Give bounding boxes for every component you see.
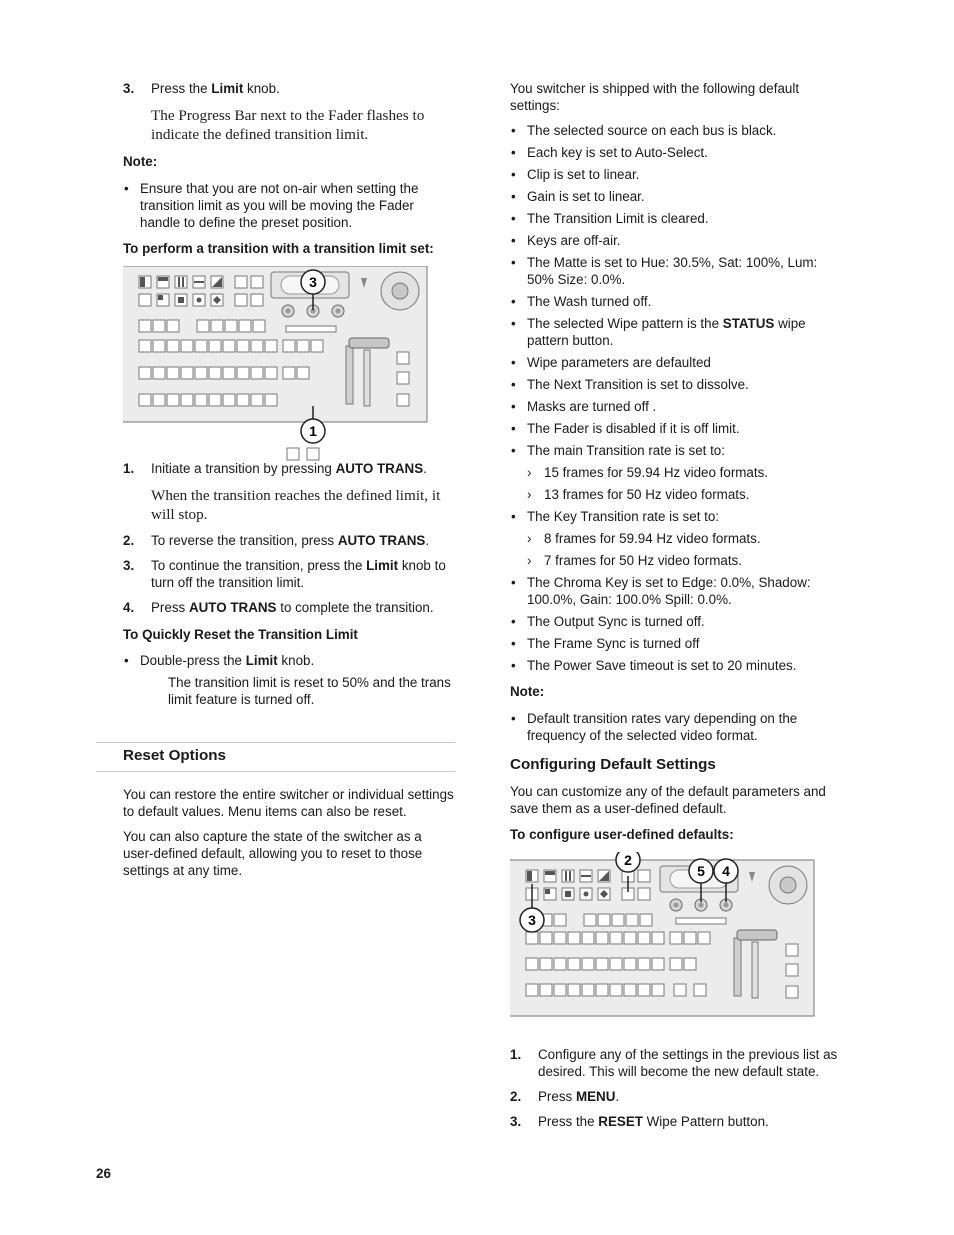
step-result: When the transition reaches the defined limit, it will stop. [151, 487, 441, 523]
default-setting-item [510, 420, 845, 437]
step-bold: AUTO TRANS [188, 600, 277, 615]
step-text: To reverse the transition, press [151, 533, 338, 548]
step-bold: Limit [211, 81, 244, 96]
default-setting-pre: The selected Wipe pattern is the [527, 316, 723, 331]
default-setting-item [510, 315, 845, 349]
step-text: Press the [151, 81, 212, 96]
default-setting-text: The Fader is disabled if it is off limit. [527, 421, 740, 436]
default-setting-subitem [510, 552, 845, 569]
default-setting-item [510, 574, 845, 608]
default-setting-text: Gain is set to linear. [527, 189, 645, 204]
default-setting-text: The Transition Limit is cleared. [527, 211, 709, 226]
step-text-end: . [423, 461, 427, 476]
default-setting-item [510, 166, 845, 183]
step-continue [123, 557, 455, 591]
default-setting-text: Wipe parameters are defaulted [527, 355, 711, 370]
section-rule-bottom [96, 771, 455, 772]
section-heading-configuring-defaults: Configuring Default Settings [510, 756, 716, 773]
step-press-menu [510, 1088, 845, 1105]
note-item-text: Default transition rates vary depending on the frequency of the selected video format. [527, 711, 798, 743]
default-setting-item [510, 188, 845, 205]
default-setting-text: Clip is set to linear. [527, 167, 640, 182]
callout-auto-trans: 1 [309, 423, 317, 439]
note-item [510, 710, 845, 744]
default-setting-text: The Wash turned off. [527, 294, 652, 309]
section-heading-reset-options: Reset Options [123, 747, 226, 764]
step-text-end: to complete the transition. [276, 600, 434, 615]
switcher-panel-figure-2 [510, 852, 845, 1032]
callout-limit-knob: 3 [309, 274, 317, 290]
default-setting-text: The Key Transition rate is set to: [527, 509, 720, 524]
step-reverse [123, 532, 455, 549]
default-setting-item [510, 508, 845, 525]
step-bold: AUTO TRANS [337, 533, 426, 548]
default-setting-subitem-text: 7 frames for 50 Hz video formats. [544, 553, 742, 568]
step-text-end: Wipe Pattern button. [642, 1114, 769, 1129]
note-label: Note: [510, 684, 545, 699]
procedure-title: To configure user-defined defaults: [510, 827, 734, 842]
default-setting-item [510, 210, 845, 227]
section-rule-top [96, 742, 455, 743]
default-setting-item [510, 398, 845, 415]
default-setting-item [510, 613, 845, 630]
step-press-reset [510, 1113, 845, 1130]
step-text-end: . [425, 533, 430, 548]
note-item-text: Ensure that you are not on-air when setting the transition limit as you will be moving the Fader handle to define the preset position. [140, 181, 419, 230]
default-setting-text: The Power Save timeout is set to 20 minutes. [527, 658, 797, 673]
step-text: Press [151, 600, 189, 615]
default-setting-text: The Next Transition is set to dissolve. [527, 377, 749, 392]
step-number: 1. [123, 461, 135, 476]
default-setting-subitem [510, 464, 845, 481]
default-setting-item [510, 122, 845, 139]
default-setting-post: wipe pattern button. [527, 316, 806, 348]
default-setting-item [510, 232, 845, 249]
default-setting-item [510, 442, 845, 459]
default-setting-subitem-text: 8 frames for 59.94 Hz video formats. [544, 531, 761, 546]
reset-result: The transition limit is reset to 50% and the trans limit feature is turned off. [168, 675, 451, 707]
defaults-intro: You switcher is shipped with the following default settings: [510, 81, 800, 113]
reset-options-para-2: You can also capture the state of the switcher as a user-defined default, allowing you to reset to those settings at any time. [123, 829, 423, 878]
default-setting-subitem [510, 486, 845, 503]
default-setting-text: The Frame Sync is turned off [527, 636, 700, 651]
step-bold: Limit [366, 558, 399, 573]
step-text-end: knob. [243, 81, 280, 96]
default-setting-subitem-text: 15 frames for 59.94 Hz video formats. [544, 465, 769, 480]
default-setting-item [510, 144, 845, 161]
configuring-para: You can customize any of the default parameters and save them as a user-defined default. [510, 784, 826, 816]
step-press-limit [123, 80, 455, 97]
callout-knob-4: 4 [722, 863, 730, 879]
default-setting-bold: STATUS [722, 316, 775, 331]
step-result: The Progress Bar next to the Fader flashes to indicate the defined transition limit. [151, 107, 425, 143]
step-bold: RESET [598, 1114, 643, 1129]
reset-title: To Quickly Reset the Transition Limit [123, 627, 358, 642]
default-setting-item [510, 376, 845, 393]
default-setting-subitem-text: 13 frames for 50 Hz video formats. [544, 487, 750, 502]
default-setting-text: Keys are off-air. [527, 233, 621, 248]
default-setting-item [510, 657, 845, 674]
default-setting-text: The Matte is set to Hue: 30.5%, Sat: 100%, Lum: 50% Size: 0.0%. [527, 255, 818, 287]
step-bold: MENU [575, 1089, 616, 1104]
reset-item-text: Double-press the [140, 653, 246, 668]
step-text: To continue the transition, press the [151, 558, 367, 573]
default-setting-item [510, 254, 845, 288]
callout-knob-5: 5 [697, 863, 705, 879]
procedure-title: To perform a transition with a transition limit set: [123, 241, 434, 256]
step-text-end: knob to turn off the transition limit. [151, 558, 446, 590]
default-setting-item [510, 354, 845, 371]
step-configure [510, 1046, 845, 1080]
step-bold: AUTO TRANS [335, 461, 424, 476]
step-text-end: . [615, 1089, 620, 1104]
reset-options-para-1: You can restore the entire switcher or individual settings to default values. Menu items can also be reset. [123, 787, 454, 819]
step-text: Initiate a transition by pressing [151, 461, 336, 476]
default-setting-text: The Output Sync is turned off. [527, 614, 705, 629]
default-setting-text: The Chroma Key is set to Edge: 0.0%, Shadow: 100.0%, Gain: 100.0% Spill: 0.0%. [527, 575, 811, 607]
step-number: 1. [510, 1047, 522, 1062]
step-number: 3. [123, 558, 135, 573]
step-number: 2. [123, 533, 135, 548]
default-setting-text: Each key is set to Auto-Select. [527, 145, 708, 160]
default-setting-text: Masks are turned off . [527, 399, 657, 414]
reset-item-end: knob. [277, 653, 315, 668]
step-complete [123, 599, 455, 616]
step-initiate [123, 460, 455, 477]
step-number: 3. [510, 1114, 522, 1129]
switcher-panel-figure-1 [123, 266, 455, 466]
step-text: Press [538, 1089, 576, 1104]
step-number: 4. [123, 600, 135, 615]
callout-reset-button: 2 [624, 852, 632, 868]
default-setting-item [510, 635, 845, 652]
step-number: 2. [510, 1089, 522, 1104]
default-setting-text: The selected source on each bus is black. [527, 123, 777, 138]
step-text: Press the [538, 1114, 599, 1129]
default-setting-text: The main Transition rate is set to: [527, 443, 725, 458]
right-column [510, 80, 845, 1130]
reset-options-body [123, 786, 455, 879]
step-number: 3. [123, 81, 135, 96]
left-column [123, 80, 455, 708]
note-item [123, 180, 455, 231]
reset-item-bold: Limit [245, 653, 278, 668]
step-text: Configure any of the settings in the previous list as desired. This will become the new default state. [538, 1047, 838, 1079]
note-label: Note: [123, 154, 158, 169]
defaults-list [510, 122, 845, 674]
page-number: 26 [96, 1166, 111, 1181]
callout-menu-button: 3 [528, 912, 536, 928]
default-setting-item [510, 293, 845, 310]
reset-item [123, 652, 455, 669]
default-setting-subitem [510, 530, 845, 547]
